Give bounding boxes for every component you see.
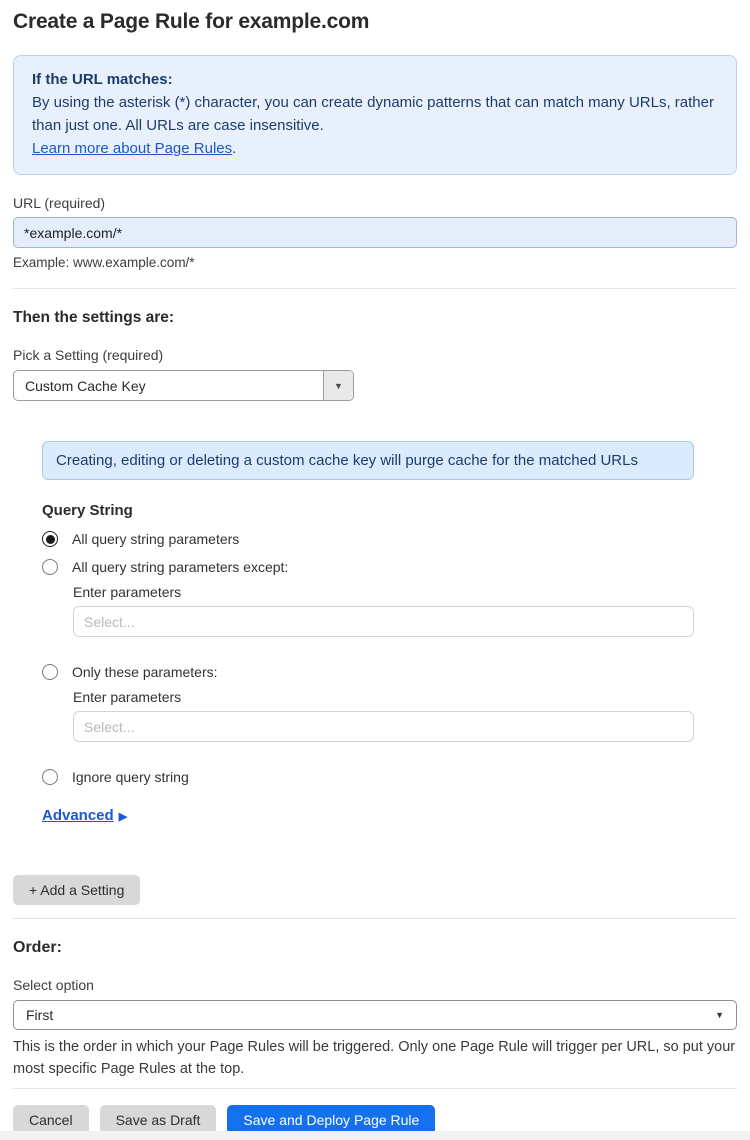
order-section-heading: Order:	[13, 939, 62, 956]
url-input[interactable]	[13, 217, 737, 248]
only-parameters-input[interactable]	[73, 711, 694, 742]
divider	[13, 1088, 737, 1089]
info-box-body: By using the asterisk (*) character, you can create dynamic patterns that can match many URLs, rather than just one. All URLs are case insensitive.	[32, 94, 714, 134]
link-suffix: .	[232, 140, 237, 157]
add-setting-button[interactable]: + Add a Setting	[13, 875, 140, 905]
divider	[13, 288, 737, 289]
advanced-link-label: Advanced	[42, 807, 114, 824]
info-box-heading: If the URL matches:	[32, 71, 173, 88]
radio-all-except[interactable]	[42, 559, 58, 575]
radio-label: All query string parameters except:	[72, 559, 289, 575]
except-parameters-input[interactable]	[73, 606, 694, 637]
radio-only-these[interactable]	[42, 664, 58, 680]
arrow-right-icon: ▶	[118, 811, 128, 823]
radio-row-only-these[interactable]	[42, 664, 694, 680]
radio-row-all-params[interactable]	[42, 531, 694, 547]
chevron-down-icon: ▼	[715, 1010, 724, 1020]
setting-dropdown[interactable]	[13, 370, 354, 401]
dropdown-button[interactable]	[323, 371, 353, 400]
chevron-down-icon: ▼	[334, 380, 343, 391]
bottom-strip	[0, 1131, 750, 1140]
cancel-button[interactable]: Cancel	[13, 1105, 89, 1135]
order-select[interactable]	[13, 1000, 737, 1030]
divider	[13, 918, 737, 919]
query-string-heading: Query String	[42, 502, 133, 519]
learn-more-link[interactable]: Learn more about Page Rules	[32, 140, 233, 157]
url-field-label: URL (required)	[13, 195, 106, 211]
advanced-link[interactable]	[42, 807, 127, 824]
radio-all-params[interactable]	[42, 531, 58, 547]
setting-dropdown-value: Custom Cache Key	[25, 377, 146, 394]
setting-detail-panel	[42, 441, 694, 825]
page-content	[0, 10, 750, 1135]
order-select-label: Select option	[13, 977, 94, 993]
enter-parameters-label: Enter parameters	[73, 584, 182, 600]
save-draft-button[interactable]: Save as Draft	[100, 1105, 217, 1135]
radio-ignore[interactable]	[42, 769, 58, 785]
radio-row-ignore[interactable]	[42, 769, 694, 785]
radio-label: All query string parameters	[72, 531, 240, 547]
save-deploy-button[interactable]: Save and Deploy Page Rule	[227, 1105, 435, 1135]
order-select-value: First	[26, 1007, 54, 1023]
enter-parameters-label: Enter parameters	[73, 689, 182, 705]
radio-label: Ignore query string	[72, 769, 189, 785]
cache-key-notice: Creating, editing or deleting a custom cache key will purge cache for the matched URLs	[42, 441, 694, 480]
url-example-helper: Example: www.example.com/*	[13, 255, 195, 270]
settings-section-heading: Then the settings are:	[13, 309, 175, 326]
page-title: Create a Page Rule for example.com	[13, 10, 370, 33]
url-match-info-box	[13, 55, 737, 175]
radio-label: Only these parameters:	[72, 664, 218, 680]
radio-row-all-except[interactable]	[42, 559, 694, 575]
order-helper-text: This is the order in which your Page Rules will be triggered. Only one Page Rule will trigger per URL, so put your most specific Page Rules at the top.	[13, 1039, 736, 1077]
pick-setting-label: Pick a Setting (required)	[13, 347, 164, 363]
